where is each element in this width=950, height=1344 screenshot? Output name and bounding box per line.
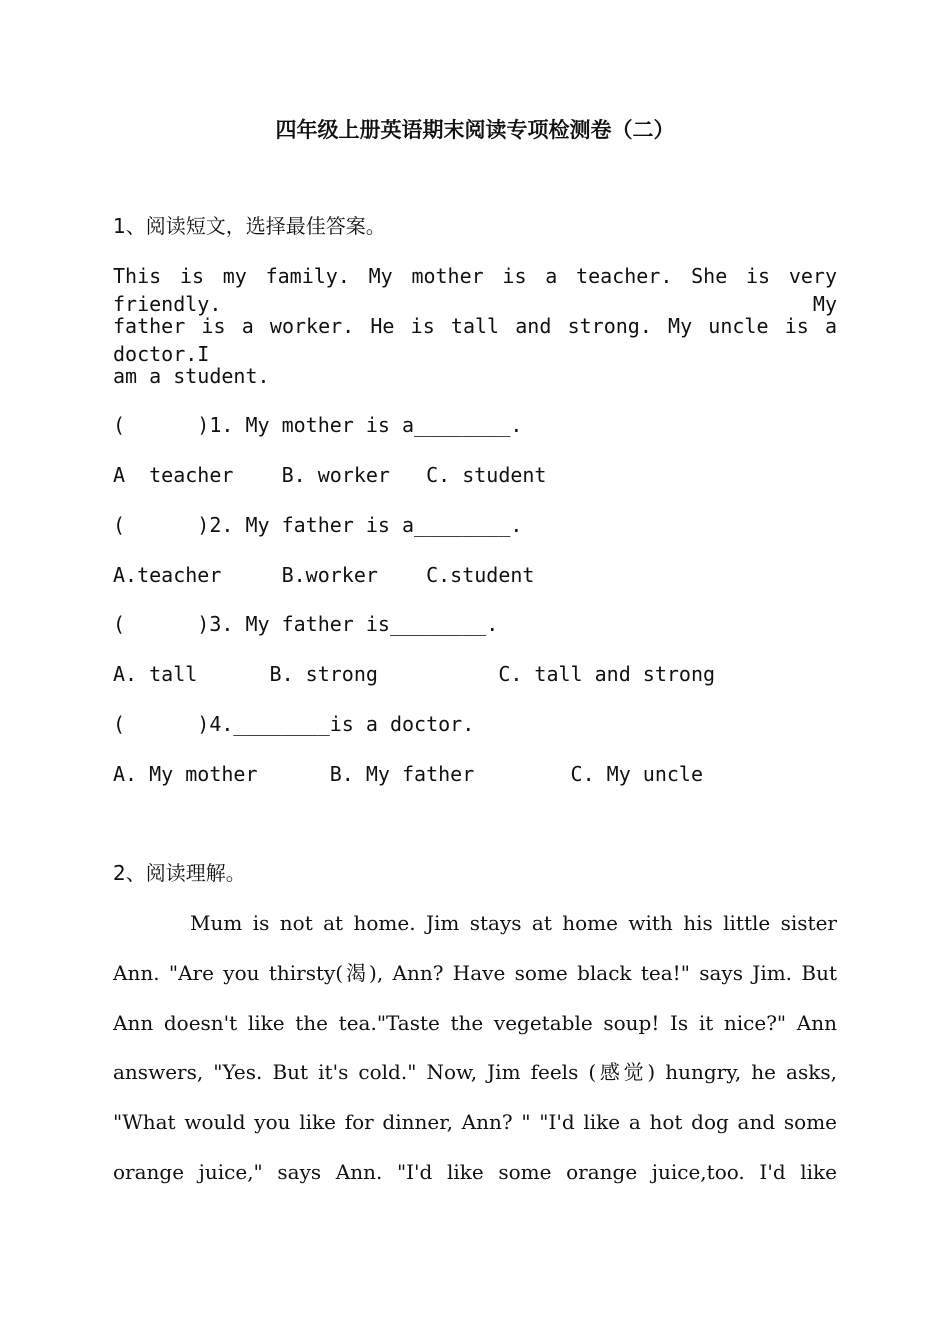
passage-2-line-5: "What would you like for dinner, Ann? " "I'd like a hot dog and some	[113, 1110, 837, 1134]
question-3-options: A. tall B. strong C. tall and strong	[113, 662, 716, 686]
question-4-options: A. My mother B. My father C. My uncle	[113, 762, 704, 786]
section-2-heading: 2、阅读理解。	[113, 861, 246, 885]
question-2-options: A.teacher B.worker C.student	[113, 563, 535, 587]
passage-1-line-2: father is a worker. He is tall and strong. My uncle is a doctor.I	[113, 314, 837, 366]
passage-2-line-6: orange juice," says Ann. "I'd like some orange juice,too. I'd like	[113, 1160, 837, 1184]
passage-2-line-2: Ann. "Are you thirsty(渴), Ann? Have some black tea!" says Jim. But	[113, 961, 837, 985]
question-3-stem: ( )3. My father is________.	[113, 612, 499, 636]
question-1-stem: ( )1. My mother is a________.	[113, 413, 523, 437]
page-title: 四年级上册英语期末阅读专项检测卷（二）	[275, 118, 675, 142]
passage-1-line-1: This is my family. My mother is a teacher. She is very friendly. My	[113, 264, 837, 316]
passage-2-line-1: Mum is not at home. Jim stays at home with his little sister	[190, 911, 837, 935]
section-1-heading: 1、阅读短文，选择最佳答案。	[113, 214, 386, 238]
passage-2-line-4: answers, "Yes. But it's cold." Now, Jim feels (感觉) hungry, he asks,	[113, 1060, 837, 1084]
question-2-stem: ( )2. My father is a________.	[113, 513, 523, 537]
question-1-options: A teacher B. worker C. student	[113, 463, 547, 487]
passage-1-line-3: am a student.	[113, 364, 270, 388]
question-4-stem: ( )4.________is a doctor.	[113, 712, 475, 736]
passage-2-line-3: Ann doesn't like the tea."Taste the vegetable soup! Is it nice?" Ann	[113, 1011, 837, 1035]
